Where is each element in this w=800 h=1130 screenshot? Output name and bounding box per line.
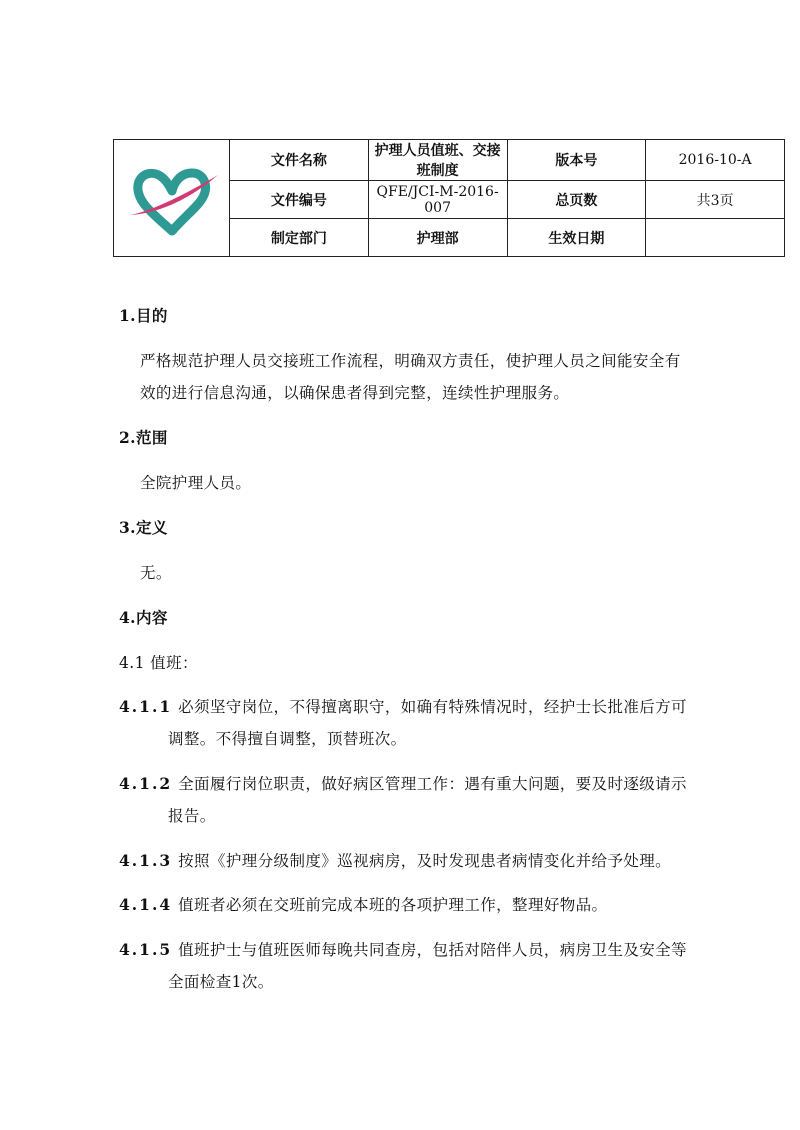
subsection-4-1-title: 4.1 值班： [119,654,198,672]
effective-date-label: 生效日期 [507,219,646,257]
item-4-1-4 [119,893,607,915]
section-3-title: 3.定义 [119,518,168,537]
section-1-title: 1.目的 [119,306,168,325]
total-pages-label: 总页数 [507,181,646,219]
item-4-1-2-continuation: 报告。 [168,807,216,825]
section-3-line-1: 无。 [140,564,172,582]
file-number-value: QFE/JCI-M-2016-007 [368,181,507,219]
item-text: 全面履行岗位职责，做好病区管理工作：遇有重大问题，要及时逐级请示 [178,775,687,793]
item-4-1-1-continuation: 调整。不得擅自调整，顶替班次。 [168,730,407,748]
file-name-label: 文件名称 [230,140,369,181]
file-name-value: 护理人员值班、交接班制度 [368,140,507,181]
section-2-line-1: 全院护理人员。 [140,474,252,492]
item-4-1-1 [119,695,687,717]
hospital-logo-icon [122,153,222,243]
department-value: 护理部 [368,219,507,257]
logo-cell [114,140,230,257]
item-4-1-5-continuation: 全面检查1次。 [168,973,274,991]
item-text: 必须坚守岗位，不得擅离职守，如确有特殊情况时，经护士长批准后方可 [178,698,687,716]
section-4-title: 4.内容 [119,608,168,627]
section-1-line-2: 效的进行信息沟通，以确保患者得到完整，连续性护理服务。 [140,384,570,402]
item-4-1-2 [119,772,687,794]
item-text: 值班者必须在交班前完成本班的各项护理工作，整理好物品。 [178,896,608,914]
version-value: 2016-10-A [646,140,785,181]
item-number: 4.1.5 [119,940,173,959]
item-number: 4.1.2 [119,774,173,793]
item-number: 4.1.4 [119,895,173,914]
effective-date-value [646,219,785,257]
item-number: 4.1.1 [119,697,173,716]
item-text: 值班护士与值班医师每晚共同查房，包括对陪伴人员，病房卫生及安全等 [178,941,687,959]
item-4-1-5 [119,938,687,960]
item-number: 4.1.3 [119,851,173,870]
section-1-line-1: 严格规范护理人员交接班工作流程，明确双方责任，使护理人员之间能安全有 [140,352,681,370]
item-4-1-3 [119,849,671,871]
total-pages-value: 共3页 [646,181,785,219]
section-2-title: 2.范围 [119,428,168,447]
department-label: 制定部门 [230,219,369,257]
version-label: 版本号 [507,140,646,181]
file-number-label: 文件编号 [230,181,369,219]
item-text: 按照《护理分级制度》巡视病房，及时发现患者病情变化并给予处理。 [178,852,672,870]
document-header-table [113,139,785,257]
